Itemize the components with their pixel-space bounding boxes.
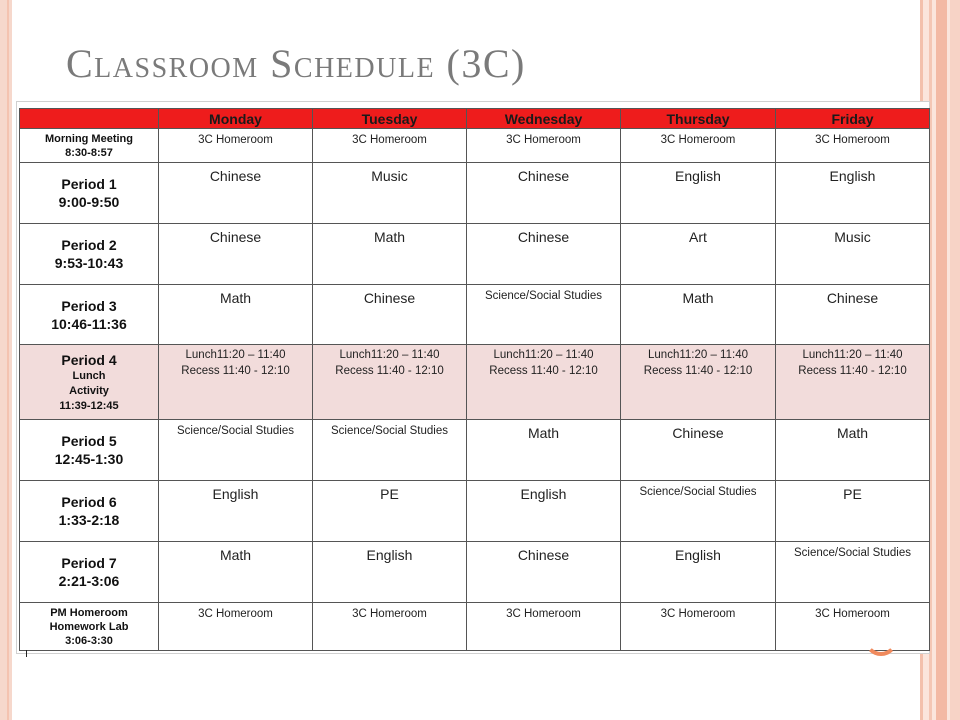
schedule-image (16, 101, 930, 654)
row-time: 11:39-12:45 (59, 399, 119, 412)
schedule-header-row (20, 109, 930, 129)
schedule-row-period-4 (20, 345, 930, 420)
day-header-friday: Friday (776, 109, 930, 129)
schedule-cell (776, 345, 930, 420)
row-time: 3:06-3:30 (65, 634, 113, 647)
decorative-arc (864, 622, 898, 656)
schedule-cell: 3C Homeroom (776, 603, 930, 651)
schedule-row-period-6 (20, 481, 930, 542)
row-header (20, 481, 159, 542)
row-time: 8:30-8:57 (65, 146, 113, 159)
schedule-cell: Chinese (313, 285, 467, 345)
schedule-cell: Chinese (467, 224, 621, 285)
row-header (20, 285, 159, 345)
schedule-cell: 3C Homeroom (313, 603, 467, 651)
day-header-thursday: Thursday (621, 109, 776, 129)
row-sub-activity: Activity (69, 384, 109, 397)
schedule-cell: English (621, 163, 776, 224)
schedule-row-period-5 (20, 420, 930, 481)
schedule-cell: Chinese (159, 224, 313, 285)
schedule-row-period-1 (20, 163, 930, 224)
schedule-cell: Music (776, 224, 930, 285)
row-label: Period 2 (61, 237, 117, 253)
recess-time: Recess 11:40 - 12:10 (181, 365, 290, 377)
lunch-time: Lunch11:20 – 11:40 (493, 349, 594, 361)
schedule-cell: English (159, 481, 313, 542)
schedule-cell: 3C Homeroom (159, 129, 313, 163)
schedule-cell: PE (776, 481, 930, 542)
schedule-cell: Chinese (159, 163, 313, 224)
schedule-row-period-2 (20, 224, 930, 285)
schedule-cell: Math (313, 224, 467, 285)
recess-time: Recess 11:40 - 12:10 (798, 365, 907, 377)
schedule-cell: 3C Homeroom (621, 129, 776, 163)
schedule-cell: Science/Social Studies (776, 542, 930, 603)
schedule-cell: Science/Social Studies (313, 420, 467, 481)
row-label: Period 5 (61, 433, 117, 449)
day-header-wednesday: Wednesday (467, 109, 621, 129)
schedule-cell (159, 345, 313, 420)
schedule-cell: Chinese (621, 420, 776, 481)
schedule-cell: Science/Social Studies (621, 481, 776, 542)
row-label: Period 4 (61, 351, 117, 368)
schedule-cell: Math (159, 542, 313, 603)
lunch-time: Lunch11:20 – 11:40 (185, 349, 286, 361)
row-label: PM Homeroom (50, 606, 128, 619)
schedule-row-period-3 (20, 285, 930, 345)
row-time: 9:53-10:43 (54, 255, 124, 271)
schedule-cell: Chinese (467, 163, 621, 224)
row-header (20, 224, 159, 285)
row-time: 12:45-1:30 (54, 451, 124, 467)
schedule-cell: English (313, 542, 467, 603)
schedule-cell (467, 345, 621, 420)
lunch-time: Lunch11:20 – 11:40 (802, 349, 903, 361)
schedule-cell: Math (776, 420, 930, 481)
row-header (20, 542, 159, 603)
row-label: Period 1 (61, 176, 117, 192)
schedule-row-period-7 (20, 542, 930, 603)
schedule-table (19, 108, 930, 651)
row-time: 2:21-3:06 (58, 573, 120, 589)
schedule-row-morning-meeting (20, 129, 930, 163)
schedule-cell: Music (313, 163, 467, 224)
schedule-cell: Math (621, 285, 776, 345)
row-time: 9:00-9:50 (58, 194, 120, 210)
row-time: 10:46-11:36 (51, 315, 127, 332)
row-label-2: Homework Lab (49, 620, 129, 633)
lunch-time: Lunch11:20 – 11:40 (648, 349, 748, 361)
schedule-cell: Math (467, 420, 621, 481)
row-header (20, 420, 159, 481)
schedule-cell: Science/Social Studies (467, 285, 621, 345)
schedule-cell (313, 345, 467, 420)
corner-cell (20, 109, 159, 129)
recess-time: Recess 11:40 - 12:10 (489, 365, 598, 377)
schedule-cell: 3C Homeroom (313, 129, 467, 163)
row-label: Period 3 (61, 297, 117, 314)
schedule-cell: Chinese (776, 285, 930, 345)
recess-time: Recess 11:40 - 12:10 (643, 365, 753, 377)
row-header (20, 345, 159, 420)
schedule-cell: English (776, 163, 930, 224)
schedule-cell: 3C Homeroom (776, 129, 930, 163)
row-label: Period 6 (61, 494, 117, 510)
row-header (20, 603, 159, 651)
row-time: 1:33-2:18 (58, 512, 120, 528)
image-edge-mark (26, 650, 27, 657)
schedule-cell: English (467, 481, 621, 542)
schedule-cell: Chinese (467, 542, 621, 603)
day-header-monday: Monday (159, 109, 313, 129)
schedule-cell: 3C Homeroom (467, 129, 621, 163)
row-label: Period 7 (61, 555, 117, 571)
left-decorative-stripe (0, 0, 12, 720)
slide-title: Classroom Schedule (3C) (66, 41, 526, 86)
recess-time: Recess 11:40 - 12:10 (335, 365, 444, 377)
row-label: Morning Meeting (45, 132, 133, 145)
schedule-cell (621, 345, 776, 420)
schedule-row-pm-homeroom (20, 603, 930, 651)
schedule-cell: Science/Social Studies (159, 420, 313, 481)
row-header (20, 163, 159, 224)
schedule-cell: PE (313, 481, 467, 542)
schedule-cell: Math (159, 285, 313, 345)
schedule-cell: English (621, 542, 776, 603)
schedule-cell: 3C Homeroom (159, 603, 313, 651)
day-header-tuesday: Tuesday (313, 109, 467, 129)
row-sub-lunch: Lunch (72, 369, 106, 382)
schedule-cell: Art (621, 224, 776, 285)
schedule-cell: 3C Homeroom (621, 603, 776, 651)
row-header (20, 129, 159, 163)
schedule-cell: 3C Homeroom (467, 603, 621, 651)
lunch-time: Lunch11:20 – 11:40 (339, 349, 440, 361)
